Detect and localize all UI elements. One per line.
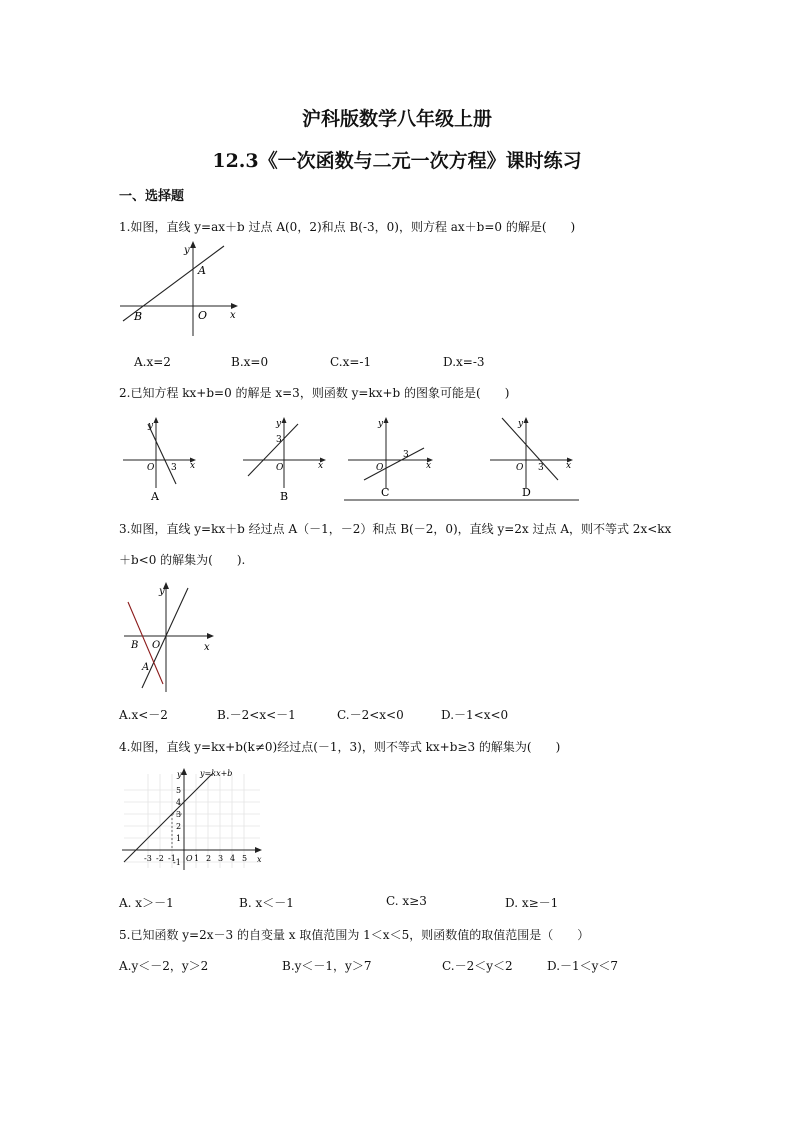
graph-b-label-x: x [318,461,324,471]
q3-option-a[interactable]: A.x<－2 [119,708,168,722]
document-title: 沪科版数学八年级上册 [301,108,492,130]
ytick-1: 1 [176,834,182,843]
graph-d-label-x: x [566,461,572,471]
graph-b-caption: B [280,490,289,503]
document-subtitle: 12.3《一次函数与二元一次方程》课时练习 [212,150,582,172]
q4-option-a[interactable]: A. x＞－1 [119,896,174,910]
q4-option-b[interactable]: B. x＜－1 [239,896,294,910]
y-axis-arrow [181,768,187,775]
label-func: y=kx+b [200,769,233,778]
ytick-3: 3 [176,810,182,819]
graph-a-label-y: y [148,421,154,431]
graph-b-line [248,424,298,476]
graph-b-label-O: O [276,463,284,473]
q5-option-c[interactable]: C.－2＜y＜2 [442,959,513,973]
graph-a-label-3: 3 [171,463,177,473]
xtick-1: 1 [194,854,200,863]
graph-option-a [123,417,196,503]
question-2-stem: 2.已知方程 kx+b=0 的解是 x=3，则函数 y=kx+b 的图象可能是( ) [119,386,510,400]
xtick-5: 5 [242,854,248,863]
label-O: O [186,854,193,863]
q1-option-a[interactable]: A.x=2 [134,355,171,369]
q5-option-b[interactable]: B.y＜－1，y＞7 [282,959,372,973]
graph-d-label-y: y [518,419,524,429]
question-1-stem: 1.如图，直线 y=ax＋b 过点 A(0，2)和点 B(-3，0)，则方程 ax＋b=0 的解是( ) [119,220,576,234]
question-3-stem-line1: 3.如图，直线 y=kx＋b 经过点 A（－1，－2）和点 B(－2，0)，直线 y=2x 过点 A，则不等式 2x<kx [119,522,672,536]
graph-a-caption: A [151,490,159,503]
q4-option-d[interactable]: D. x≥－1 [505,896,559,910]
label-B: B [134,310,143,323]
question-4-figure [118,764,268,876]
section-heading: 一、选择题 [119,189,185,204]
ytick-minus1: -1 [173,858,181,867]
q5-option-a[interactable]: A.y＜－2，y＞2 [119,959,209,973]
line-kx-b [124,774,212,862]
question-3-stem-line2: ＋b<0 的解集为( ). [119,553,246,567]
q3-option-c[interactable]: C.－2<x<0 [337,708,404,722]
q3-option-d[interactable]: D.－1<x<0 [441,708,509,722]
ytick-2: 2 [176,822,182,831]
graph-b-label-y: y [276,419,282,429]
graph-a-label-x: x [190,461,196,471]
question-2-figures [118,412,588,504]
graph-c-caption: C [381,486,390,499]
graph-a-line [148,424,176,484]
graph-b-label-3: 3 [276,435,282,445]
graph-option-d [490,417,573,499]
label-B: B [131,640,139,651]
graph-c-line [364,448,424,480]
xtick-3: 3 [218,854,224,863]
graph-a-label-O: O [147,463,155,473]
x-axis-arrow [255,847,262,853]
question-4-stem: 4.如图，直线 y=kx+b(k≠0)经过点(－1，3)，则不等式 kx+b≥3 的解集为( ) [119,740,561,754]
question-5-stem: 5.已知函数 y=2x－3 的自变量 x 取值范围为 1＜x＜5，则函数值的取值范围是（ ） [119,928,590,942]
ytick-5: 5 [176,786,182,795]
xtick-minus1: -1 [168,854,176,863]
y-axis-arrow [190,241,196,248]
graph-d-caption: D [522,486,531,499]
graph-d-label-3: 3 [538,463,544,473]
question-3-figure [122,578,222,696]
q1-option-c[interactable]: C.x=-1 [330,355,372,369]
xtick-minus3: -3 [144,854,152,863]
label-y: y [159,586,165,597]
question-1-figure [118,238,248,338]
q3-option-b[interactable]: B.－2<x<－1 [217,708,296,722]
label-A: A [198,264,206,277]
xtick-2: 2 [206,854,212,863]
label-x: x [257,855,262,864]
label-y: y [184,245,190,256]
xtick-minus2: -2 [156,854,164,863]
graph-c-label-O: O [376,463,384,473]
label-A: A [142,662,150,673]
q4-option-c[interactable]: C. x≥3 [386,894,427,908]
graph-d-line [502,418,558,480]
graph-d-label-O: O [516,463,524,473]
q5-option-d[interactable]: D.－1＜y＜7 [547,959,619,973]
label-x: x [230,310,236,321]
label-O: O [198,309,208,322]
label-O: O [152,640,161,651]
ytick-4: 4 [176,798,182,807]
graph-option-b [243,417,326,503]
line-y-2x [142,588,188,688]
label-y: y [177,770,182,779]
q1-option-b[interactable]: B.x=0 [231,355,269,369]
graph-c-label-3: 3 [403,450,409,460]
graph-c-label-y: y [378,419,384,429]
x-axis-arrow [207,633,214,639]
label-x: x [204,642,210,653]
x-axis-arrow [231,303,238,309]
graph-c-label-x: x [426,461,432,471]
xtick-4: 4 [230,854,236,863]
q1-option-d[interactable]: D.x=-3 [443,355,485,369]
graph-option-c [348,417,433,499]
